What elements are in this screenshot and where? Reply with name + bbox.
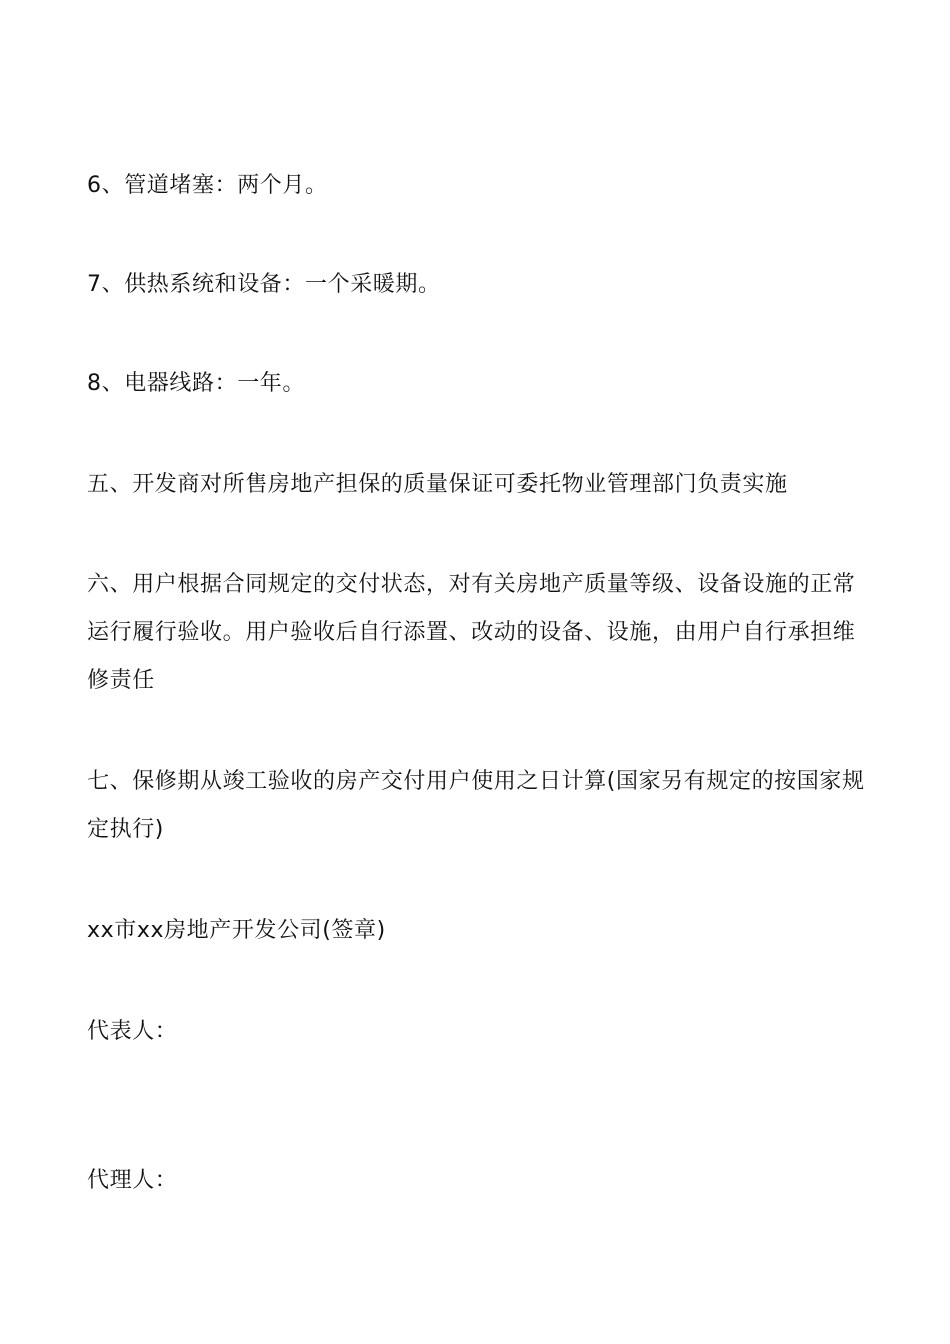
company-signature-line: xx市xx房地产开发公司(签章) bbox=[87, 918, 386, 943]
clause-seven: 七、保修期从竣工验收的房产交付用户使用之日计算(国家另有规定的按国家规定执行) bbox=[87, 769, 865, 842]
warranty-item-7: 7、供热系统和设备：一个采暖期。 bbox=[87, 272, 441, 297]
clause-five: 五、开发商对所售房地产担保的质量保证可委托物业管理部门负责实施 bbox=[87, 472, 788, 497]
warranty-item-8: 8、电器线路：一年。 bbox=[87, 371, 305, 396]
clause-six: 六、用户根据合同规定的交付状态，对有关房地产质量等级、设备设施的正常运行履行验收。用户验收后自行添置、改动的设备、设施，由用户自行承担维修责任 bbox=[87, 572, 856, 693]
warranty-item-6: 6、管道堵塞：两个月。 bbox=[87, 173, 328, 198]
representative-line: 代表人： bbox=[87, 1019, 178, 1044]
agent-line: 代理人： bbox=[87, 1168, 178, 1193]
